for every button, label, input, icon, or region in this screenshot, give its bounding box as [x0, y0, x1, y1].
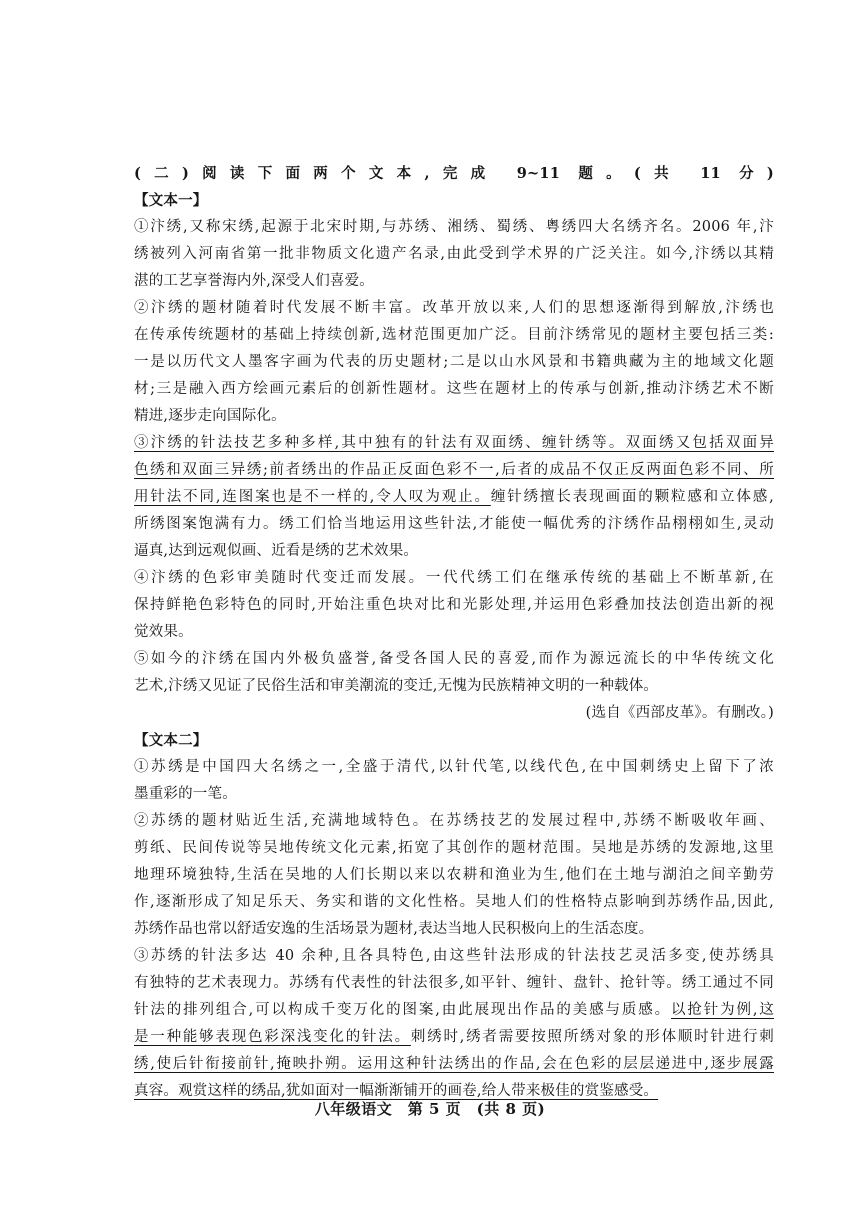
page-footer: 八年级语文 第 5 页 (共 8 页)	[314, 1100, 546, 1118]
underlined-text: 用针法不同,连图案也是不一样的,令人叹为观止。	[134, 489, 491, 505]
text-line	[134, 997, 774, 1024]
text1-label: 【文本一】	[134, 192, 208, 209]
underlined-text: ③汴绣的针法技艺多种多样,其中独有的针法有双面绣、缠针绣等。双面绣又包括双面异	[134, 435, 774, 451]
text-line: ⑤如今的汴绣在国内外极负盛誉,备受各国人民的喜爱,而作为源远流长的中华传统文化	[134, 651, 774, 667]
text-line: ④汴绣的色彩审美随时代变迁而发展。一代代绣工们在继承传统的基础上不断革新,在	[134, 570, 774, 586]
text-line: 墨重彩的一笔。	[134, 786, 237, 802]
text-line: ②汴绣的题材随着时代发展不断丰富。改革开放以来,人们的思想逐渐得到解放,汴绣也	[134, 300, 774, 316]
text-line	[134, 430, 774, 457]
plain-text: 针法的排列组合,可以构成千变万化的图案,由此展现出作品的美感与质感。	[134, 1002, 671, 1018]
text2-paragraph-3	[134, 943, 774, 1105]
text-line	[134, 1024, 774, 1051]
text2-paragraph-1	[134, 754, 774, 808]
text-line: 作,逐渐形成了知足乐天、务实和谐的文化性格。吴地人们的性格特点影响到苏绣作品,因此,	[134, 894, 774, 910]
text-line: 艺术,汴绣又见证了民俗生活和审美潮流的变迁,无愧为民族精神文明的一种载体。	[134, 678, 659, 694]
text1-source: (选自《西部皮革》。有删改。)	[585, 705, 774, 721]
text-line: 逼真,达到远观似画、近看是绣的艺术效果。	[134, 543, 419, 559]
underlined-text: 以抢针为例,这	[670, 1002, 775, 1018]
text-line: 材;三是融入西方绘画元素后的创新性题材。这些在题材上的传承与创新,推动汴绣艺术不断	[134, 381, 774, 397]
text1-paragraph-2	[134, 295, 774, 430]
text-line: 一是以历代文人墨客字画为代表的历史题材;二是以山水风景和书籍典藏为主的地域文化题	[134, 354, 774, 370]
text2-label: 【文本二】	[134, 732, 208, 749]
text-line	[134, 1051, 774, 1078]
text-line: 绣被列入河南省第一批非物质文化遗产名录,由此受到学术界的广泛关注。如今,汴绣以其精	[134, 246, 774, 262]
text-line: 觉效果。	[134, 624, 193, 640]
section-heading: (二)阅读下面两个文本,完成 9~11 题。(共 11 分)	[134, 165, 774, 182]
text1-paragraph-4	[134, 565, 774, 646]
text1-paragraph-1	[134, 214, 774, 295]
text-line: 苏绣作品也常以舒适安逸的生活场景为题材,表达当地人民积极向上的生活态度。	[134, 921, 654, 937]
text1-paragraph-3	[134, 430, 774, 565]
text-line: 有独特的艺术表现力。苏绣有代表性的针法很多,如平针、缠针、盘针、抢针等。绣工通过不同	[134, 975, 774, 991]
underlined-text: 真容。观赏这样的绣品,犹如面对一幅渐渐铺开的画卷,给人带来极佳的赏鉴感受。	[134, 1083, 659, 1099]
text-line: ①苏绣是中国四大名绣之一,全盛于清代,以针代笔,以线代色,在中国刺绣史上留下了浓	[134, 759, 774, 775]
underlined-text: 色绣和双面三异绣;前者绣出的作品正反面色彩不一,后者的成品不仅正反两面色彩不同、所	[134, 462, 774, 478]
text-line: 保持鲜艳色彩特色的同时,开始注重色块对比和光影处理,并运用色彩叠加技法创造出新的视	[134, 597, 774, 613]
text-line	[134, 484, 774, 511]
underlined-text: 是一种能够表现色彩深浅变化的针法。	[134, 1029, 411, 1045]
text-line: 精进,逐步走向国际化。	[134, 408, 286, 424]
plain-text: 刺绣时,绣者需要按照所绣对象的形体顺时针进行刺	[410, 1029, 774, 1045]
text1-paragraph-5	[134, 646, 774, 700]
text-line: 在传承传统题材的基础上持续创新,选材范围更加广泛。目前汴绣常见的题材主要包括三类:	[134, 327, 774, 343]
text-line: 所绣图案饱满有力。绣工们恰当地运用这些针法,才能使一幅优秀的汴绣作品栩栩如生,灵动	[134, 516, 774, 532]
text-line: 剪纸、民间传说等吴地传统文化元素,拓宽了其创作的题材范围。吴地是苏绣的发源地,这里	[134, 840, 774, 856]
text-line: 地理环境独特,生活在吴地的人们长期以来以农耕和渔业为生,他们在土地与湖泊之间辛勤劳	[134, 867, 774, 883]
text-line	[134, 457, 774, 484]
text2-paragraph-2	[134, 808, 774, 943]
text-line: 湛的工艺享誉海内外,深受人们喜爱。	[134, 273, 375, 289]
text-line: ①汴绣,又称宋绣,起源于北宋时期,与苏绣、湘绣、蜀绣、粤绣四大名绣齐名。2006 年,汴	[134, 219, 774, 235]
text-line: ③苏绣的针法多达 40 余种,且各具特色,由这些针法形成的针法技艺灵活多变,使苏绣具	[134, 948, 774, 964]
underlined-text: 绣,使后针衔接前针,掩映扑朔。运用这种针法绣出的作品,会在色彩的层层递进中,逐步展露	[134, 1056, 774, 1072]
plain-text: 缠针绣擅长表现画面的颗粒感和立体感,	[490, 489, 774, 505]
text-line: ②苏绣的题材贴近生活,充满地域特色。在苏绣技艺的发展过程中,苏绣不断吸收年画、	[134, 813, 774, 829]
